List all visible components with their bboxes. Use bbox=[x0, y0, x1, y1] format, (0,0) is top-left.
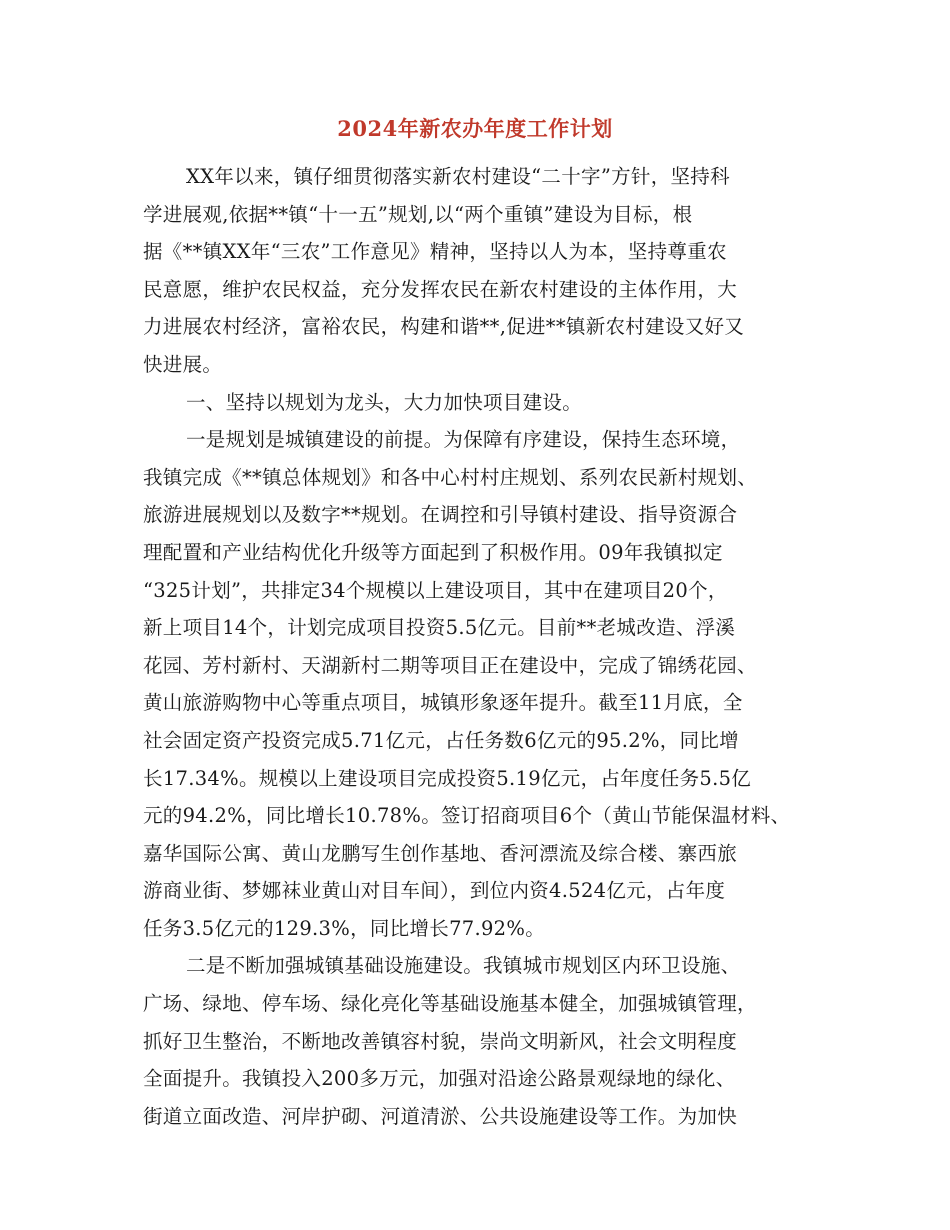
text-line: 花园、芳村新村、天湖新村二期等项目正在建设中，完成了锦绣花园、 bbox=[143, 653, 757, 677]
document-body bbox=[143, 158, 818, 1135]
text-line: 民意愿，维护农民权益，充分发挥农民在新农村建设的主体作用，大 bbox=[143, 277, 738, 301]
text-line: 长17.34%。规模以上建设项目完成投资5.19亿元，占年度任务5.5亿 bbox=[143, 766, 752, 790]
text-line: 任务3.5亿元的129.3%，同比增长77.92%。 bbox=[143, 916, 546, 940]
text-line: 一、坚持以规划为龙头，大力加快项目建设。 bbox=[186, 390, 583, 414]
text-line: 全面提升。我镇投入200多万元，加强对沿途公路景观绿地的绿化、 bbox=[143, 1067, 736, 1091]
text-line: 新上项目14个，计划完成项目投资5.5亿元。目前**老城改造、浮溪 bbox=[143, 616, 736, 640]
text-line: 快进展。 bbox=[143, 352, 223, 376]
text-line: 我镇完成《**镇总体规划》和各中心村村庄规划、系列农民新村规划、 bbox=[143, 465, 758, 489]
text-line: “325计划”，共排定34个规模以上建设项目，其中在建项目20个， bbox=[143, 578, 728, 602]
text-line: 旅游进展规划以及数字**规划。在调控和引导镇村建设、指导资源合 bbox=[143, 503, 738, 527]
text-line: 游商业街、梦娜袜业黄山对目车间），到位内资4.524亿元，占年度 bbox=[143, 879, 726, 903]
text-line: 广场、绿地、停车场、绿化亮化等基础设施基本健全，加强城镇管理， bbox=[143, 992, 757, 1016]
text-line: 一是规划是城镇建设的前提。为保障有序建设，保持生态环境， bbox=[186, 428, 741, 452]
text-line: 据《**镇XX年“三农”工作意见》精神，坚持以人为本，坚持尊重农 bbox=[143, 240, 727, 264]
text-line: 抓好卫生整治，不断地改善镇容村貌，崇尚文明新风，社会文明程度 bbox=[143, 1029, 738, 1053]
text-line: 街道立面改造、河岸护砌、河道清淤、公共设施建设等工作。为加快 bbox=[143, 1104, 738, 1128]
text-line: 元的94.2%，同比增长10.78%。签订招商项目6个（黄山节能保温材料、 bbox=[143, 804, 791, 828]
text-line: 力进展农村经济，富裕农民，构建和谐**,促进**镇新农村建设又好又 bbox=[143, 315, 745, 339]
text-line: 理配置和产业结构优化升级等方面起到了积极作用。09年我镇拟定 bbox=[143, 540, 723, 564]
text-line: XX年以来，镇仔细贯彻落实新农村建设“二十字”方针，坚持科 bbox=[186, 165, 730, 188]
text-line: 嘉华国际公寓、黄山龙鹏写生创作基地、香河漂流及综合楼、寨西旅 bbox=[143, 841, 738, 865]
text-line: 二是不断加强城镇基础设施建设。我镇城市规划区内环卫设施、 bbox=[186, 954, 741, 978]
text-line: 社会固定资产投资完成5.71亿元，占任务数6亿元的95.2%，同比增 bbox=[143, 728, 739, 752]
text-line: 学进展观,依据**镇“十一五”规划,以“两个重镇”建设为目标，根 bbox=[143, 202, 693, 226]
document-title: 2024年新农办年度工作计划 bbox=[337, 116, 613, 141]
text-line: 黄山旅游购物中心等重点项目，城镇形象逐年提升。截至11月底，全 bbox=[143, 691, 743, 715]
